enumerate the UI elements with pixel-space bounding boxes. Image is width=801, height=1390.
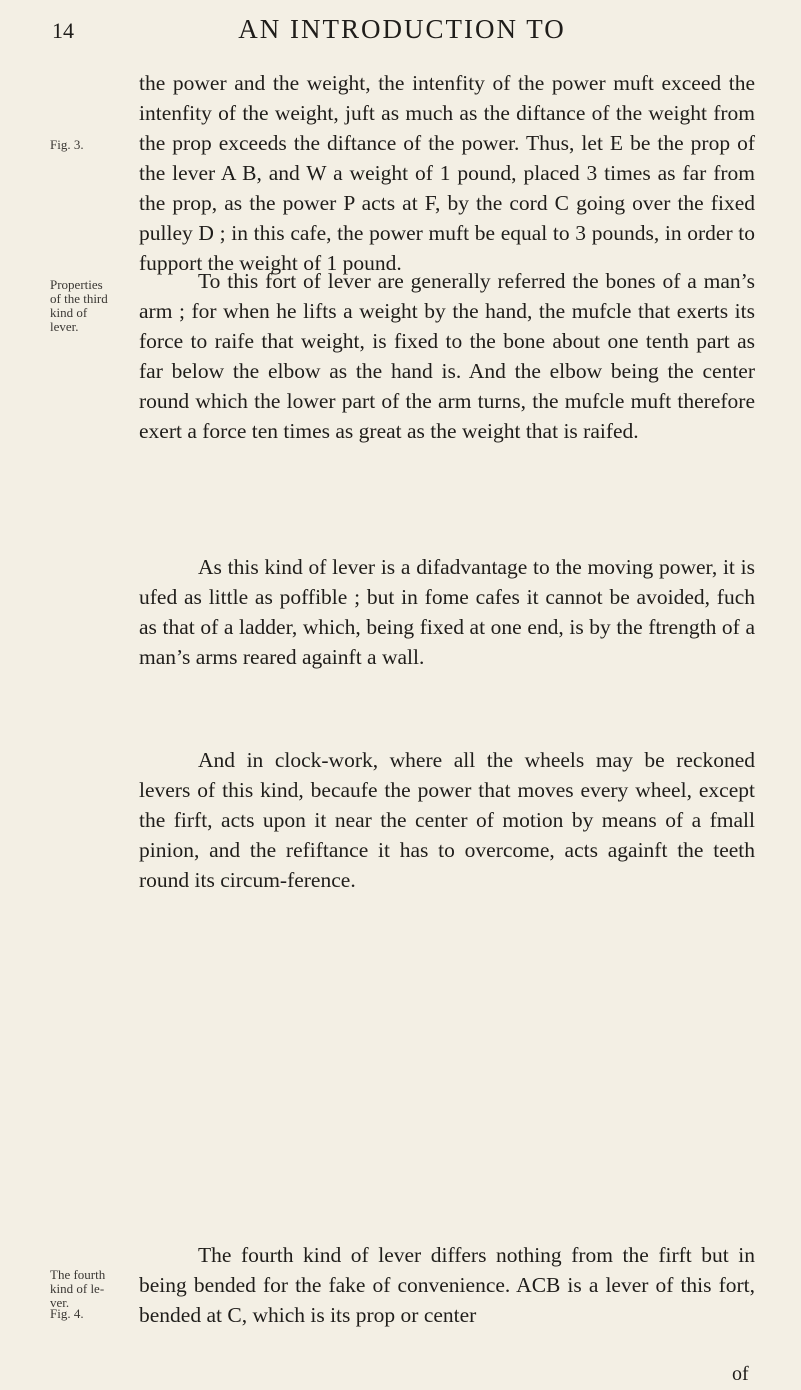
- paragraph-arm-bones: To this fort of lever are generally referred the bones of a man’s arm ; for when he lifts a weight by the hand, the mufcle that exerts its force to raife that weight, is fixed to the bone about one tenth part as far below the elbow as the hand is. And the elbow being the center round which the lower part of the arm turns, the mufcle muft therefore exert a force ten times as great as the weight that is raifed.: [139, 269, 755, 443]
- margin-note-fourth-kind: The fourth kind of le-ver.: [50, 1267, 106, 1310]
- running-title: AN INTRODUCTION TO: [238, 14, 566, 44]
- margin-note-properties: Properties of the third kind of lever.: [50, 277, 108, 334]
- catchword: of: [732, 1363, 749, 1385]
- margin-note-fig3: Fig. 3.: [50, 137, 84, 152]
- margin-note-fig4: Fig. 4.: [50, 1306, 84, 1321]
- page-header: [52, 14, 752, 54]
- paragraph-fourth-kind: The fourth kind of lever differs nothing from the firft but in being bended for the fake of convenience. ACB is a lever of this fort, bended at C, which is its prop or center: [139, 1243, 755, 1327]
- page-number: 14: [52, 18, 74, 43]
- paragraph-ladder: As this kind of lever is a difadvantage to the moving power, it is ufed as little as poffible ; but in fome cafes it cannot be avoided, fuch as that of a ladder, which, being fixed at one end, is by the ftrength of a man’s arms reared againft a wall.: [139, 555, 755, 669]
- paragraph-clockwork: And in clock-work, where all the wheels may be reckoned levers of this kind, becaufe the power that moves every wheel, except the firft, acts upon it near the center of motion by means of a fmall pinion, and the refiftance it has to overcome, acts againft the teeth round its circum-ference.: [139, 748, 755, 892]
- paragraph-lever-intensity: the power and the weight, the intenfity of the power muft exceed the intenfity of the weight, juft as much as the diftance of the weight from the prop exceeds the diftance of the power. Thus, let E be the prop of the lever A B, and W a weight of 1 pound, placed 3 times as far from the prop, as the power P acts at F, by the cord C going over the fixed pulley D ; in this cafe, the power muft be equal to 3 pounds, in order to fupport the weight of 1 pound.: [139, 71, 755, 275]
